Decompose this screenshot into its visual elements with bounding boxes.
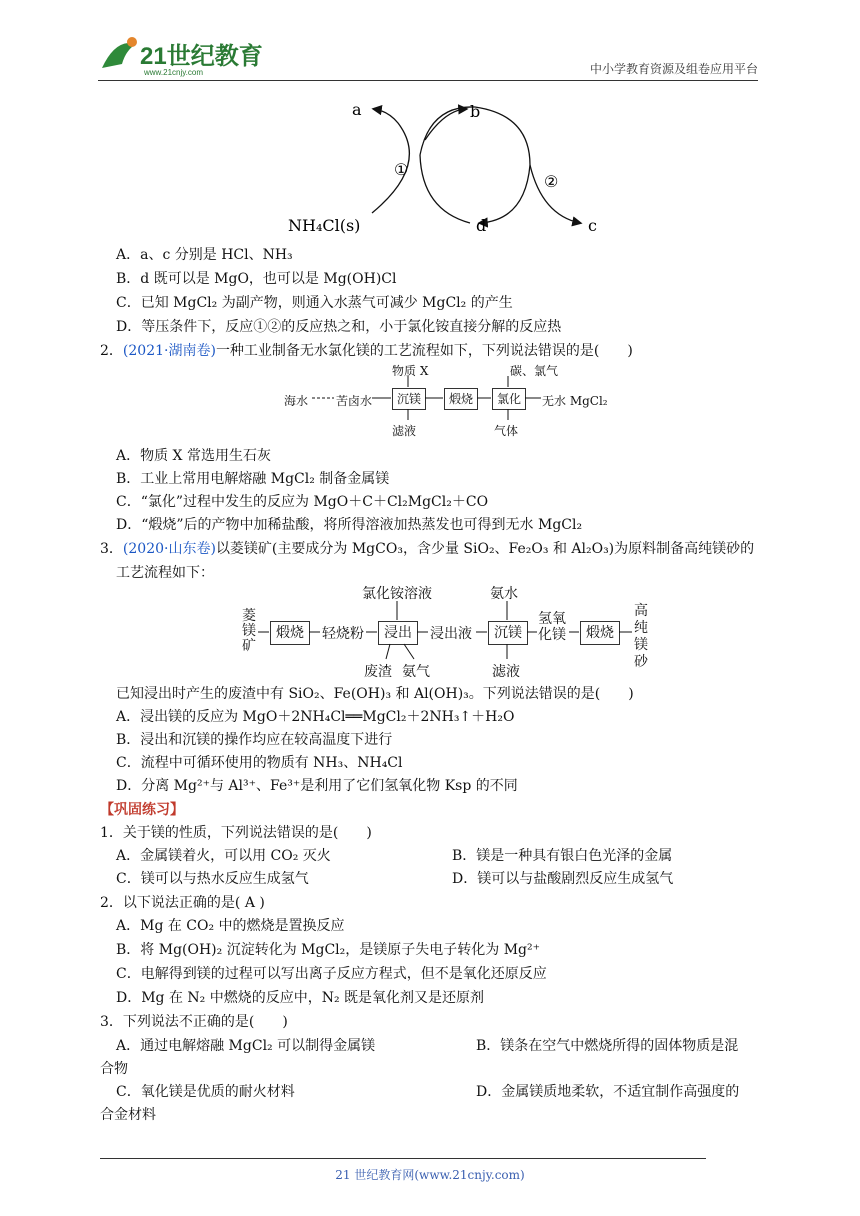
p1-option-a: A．金属镁着火，可以用 CO₂ 灭火 [116,848,331,864]
q2-box-precipitate: 沉镁 [392,388,426,410]
q3-stem [100,539,754,559]
p1-option-c: C．镁可以与热水反应生成氢气 [116,871,309,887]
q2-option-d: D．“煅烧”后的产物中加稀盐酸，将所得溶液加热蒸发也可得到无水 MgCl₂ [116,517,583,533]
q2-source: (2021·湖南卷) [122,343,216,359]
q3-option-a: A．浸出镁的反应为 MgO＋2NH₄Cl══MgCl₂＋2NH₃↑＋H₂O [116,709,515,725]
q3-flow-arrows [238,583,658,683]
q3-mgoh2: 氢氧化镁 [538,611,566,643]
q1-option-d: D．等压条件下，反应①②的反应热之和，小于氯化铵直接分解的反应热 [116,319,562,335]
p3-option-d-line2: 合金材料 [100,1107,156,1123]
q3-product: 高纯镁砂 [634,603,648,670]
q3-number: 3． [100,541,123,557]
label-c: c [588,216,597,235]
p3-option-b-line2: 合物 [100,1061,128,1077]
q2-product: 无水 MgCl₂ [542,394,608,408]
q3-ore: 菱镁矿 [242,608,256,654]
q3-residue: 废渣 [364,664,392,680]
p2-stem: 2．以下说法正确的是( A ) [100,895,265,911]
header-divider [98,80,758,81]
q2-option-c: C．“氯化”过程中发生的反应为 MgO＋C＋Cl₂MgCl₂＋CO [116,494,489,510]
footer-link[interactable]: 21 世纪教育网(www.21cnjy.com) [335,1168,525,1182]
q3-question-1: 以菱镁矿(主要成分为 MgCO₃，含少量 SiO₂、Fe₂O₃ 和 Al₂O₃)为原料制备高纯镁砂的 [215,541,755,557]
label-b: b [470,102,481,121]
q3-box-calcine-2: 煅烧 [580,621,620,645]
q3-ammonia-gas: 氨气 [402,664,430,680]
q3-option-c: C．流程中可循环使用的物质有 NH₃、NH₄Cl [116,755,403,771]
header-platform: 中小学教育资源及组卷应用平台 [589,62,758,76]
q3-nh4cl-solution: 氯化铵溶液 [362,586,432,602]
q2-brine: 苦卤水 [336,394,373,408]
q3-leachate: 浸出液 [430,626,472,642]
q3-source: (2020·山东卷) [122,541,216,557]
p2-option-c: C．电解得到镁的过程可以写出离子反应方程式，但不是氧化还原反应 [116,966,547,982]
logo [96,34,266,78]
p3-option-b-line1: B．镁条在空气中燃烧所得的固体物质是混 [476,1038,739,1054]
q2-box-chlorinate: 氯化 [492,388,526,410]
q2-number: 2． [100,343,123,359]
q3-ammonia-water: 氨水 [490,586,518,602]
p2-option-b: B．将 Mg(OH)₂ 沉淀转化为 MgCl₂，是镁原子失电子转化为 Mg²⁺ [116,942,541,958]
q1-option-c: C．已知 MgCl₂ 为副产物，则通入水蒸气可减少 MgCl₂ 的产生 [116,295,513,311]
footer-divider [100,1158,706,1159]
section-title: 【巩固练习】 [100,802,184,818]
p1-stem: 1．关于镁的性质，下列说法错误的是( ) [100,825,372,841]
q2-option-b: B．工业上常用电解熔融 MgCl₂ 制备金属镁 [116,471,390,487]
q2-filtrate: 滤液 [392,424,417,438]
q1-option-a: A．a、c 分别是 HCl、NH₃ [116,247,293,263]
q2-seawater: 海水 [284,394,309,408]
q3-question-2: 工艺流程如下： [116,565,214,581]
q2-flow-arrows [280,362,620,442]
p3-option-d-line1: D．金属镁质地柔软，不适宜制作高强度的 [476,1084,740,1100]
label-d: d [476,216,487,235]
q3-option-b: B．浸出和沉镁的操作均应在较高温度下进行 [116,732,393,748]
q3-filtrate: 滤液 [492,664,520,680]
q2-question: 一种工业制备无水氯化镁的工艺流程如下，下列说法错误的是( ) [215,343,633,359]
p1-option-d: D．镁可以与盐酸剧烈反应生成氢气 [452,871,674,887]
q3-box-calcine-1: 煅烧 [270,621,310,645]
q2-material-x: 物质 X [392,364,429,378]
q2-carbon-chlorine: 碳、氯气 [510,364,559,378]
q2-flowchart [280,362,620,442]
q1-option-b: B．d 既可以是 MgO，也可以是 Mg(OH)Cl [116,271,397,287]
p3-stem: 3．下列说法不正确的是( ) [100,1014,288,1030]
q3-option-d: D．分离 Mg²⁺与 Al³⁺、Fe³⁺是利用了它们氢氧化物 Ksp 的不同 [116,778,518,794]
q3-box-precipitate: 沉镁 [488,621,528,645]
q2-stem [100,341,633,361]
label-nh4cl: NH₄Cl(s) [288,216,361,235]
q3-flowchart [238,583,658,683]
q3-known: 已知浸出时产生的废渣中有 SiO₂、Fe(OH)₃ 和 Al(OH)₃。下列说法错误的是( ) [116,686,634,702]
q3-light-powder: 轻烧粉 [322,626,364,642]
q2-gas: 气体 [494,424,519,438]
p3-option-c: C．氧化镁是优质的耐火材料 [116,1084,295,1100]
label-a: a [352,100,362,119]
label-circle-2: ② [544,172,559,191]
cycle-diagram [280,95,610,240]
q2-option-a: A．物质 X 常选用生石灰 [116,448,271,464]
q2-box-calcine: 煅烧 [444,388,478,410]
p3-option-a: A．通过电解熔融 MgCl₂ 可以制得金属镁 [116,1038,376,1054]
logo-text: 21世纪教育 [140,43,263,70]
logo-url: www.21cnjy.com [144,68,203,77]
p2-option-a: A．Mg 在 CO₂ 中的燃烧是置换反应 [116,918,345,934]
label-circle-1: ① [394,160,409,179]
q3-box-leach: 浸出 [378,621,418,645]
p1-option-b: B．镁是一种具有银白色光泽的金属 [452,848,673,864]
p2-option-d: D．Mg 在 N₂ 中燃烧的反应中，N₂ 既是氧化剂又是还原剂 [116,990,485,1006]
